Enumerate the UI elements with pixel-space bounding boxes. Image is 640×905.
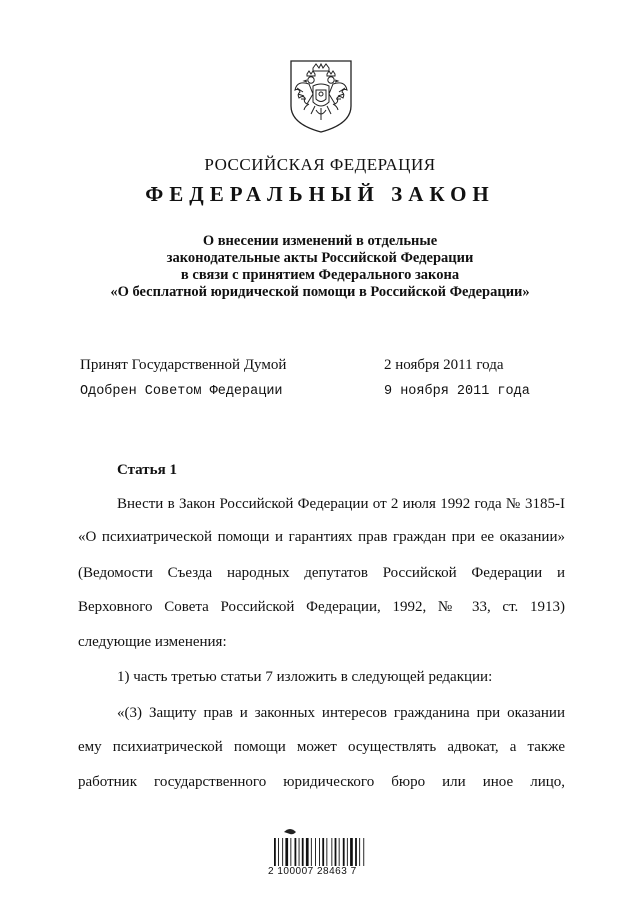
article-text-line: Верховного Совета Российской Федерации, 1992, № 33, ст. 1913) xyxy=(78,599,565,615)
law-title-line: законодательные акты Российской Федерации xyxy=(166,250,474,266)
council-date: 9 ноября 2011 года xyxy=(384,384,530,399)
law-title xyxy=(0,233,640,301)
duma-label: Принят Государственной Думой xyxy=(80,357,287,373)
law-title-line: О внесении изменений в отдельные xyxy=(202,233,438,249)
article-text-line: Внести в Закон Российской Федерации от 2 июля 1992 года № 3185-I xyxy=(117,496,565,512)
article-text-line: «(3) Защиту прав и законных интересов гражданина при оказании xyxy=(117,705,565,721)
barcode-number: 2 100007 28463 7 xyxy=(268,866,357,877)
council-label: Одобрен Советом Федерации xyxy=(80,384,283,399)
law-title-line: «О бесплатной юридической помощи в Российской Федерации» xyxy=(110,284,530,300)
law-title-line: в связи с принятием Федерального закона xyxy=(180,267,460,283)
coat-of-arms-icon xyxy=(287,58,355,134)
country-name: РОССИЙСКАЯ ФЕДЕРАЦИЯ xyxy=(204,155,436,174)
duma-date: 2 ноября 2011 года xyxy=(384,357,504,373)
article-heading: Статья 1 xyxy=(117,462,177,478)
article-text-line: ему психиатрической помощи может осуществлять адвокат, а также xyxy=(78,739,565,755)
document-type: ФЕДЕРАЛЬНЫЙ ЗАКОН xyxy=(145,182,495,206)
article-text-line: «О психиатрической помощи и гарантиях прав граждан при ее оказании» xyxy=(78,529,565,545)
article-text-line: работник государственного юридического бюро или иное лицо, xyxy=(78,774,565,790)
article-text-line: (Ведомости Съезда народных депутатов Российской Федерации и xyxy=(78,565,565,581)
article-text-line: следующие изменения: xyxy=(78,634,227,650)
article-text-line: 1) часть третью статьи 7 изложить в следующей редакции: xyxy=(117,669,493,685)
